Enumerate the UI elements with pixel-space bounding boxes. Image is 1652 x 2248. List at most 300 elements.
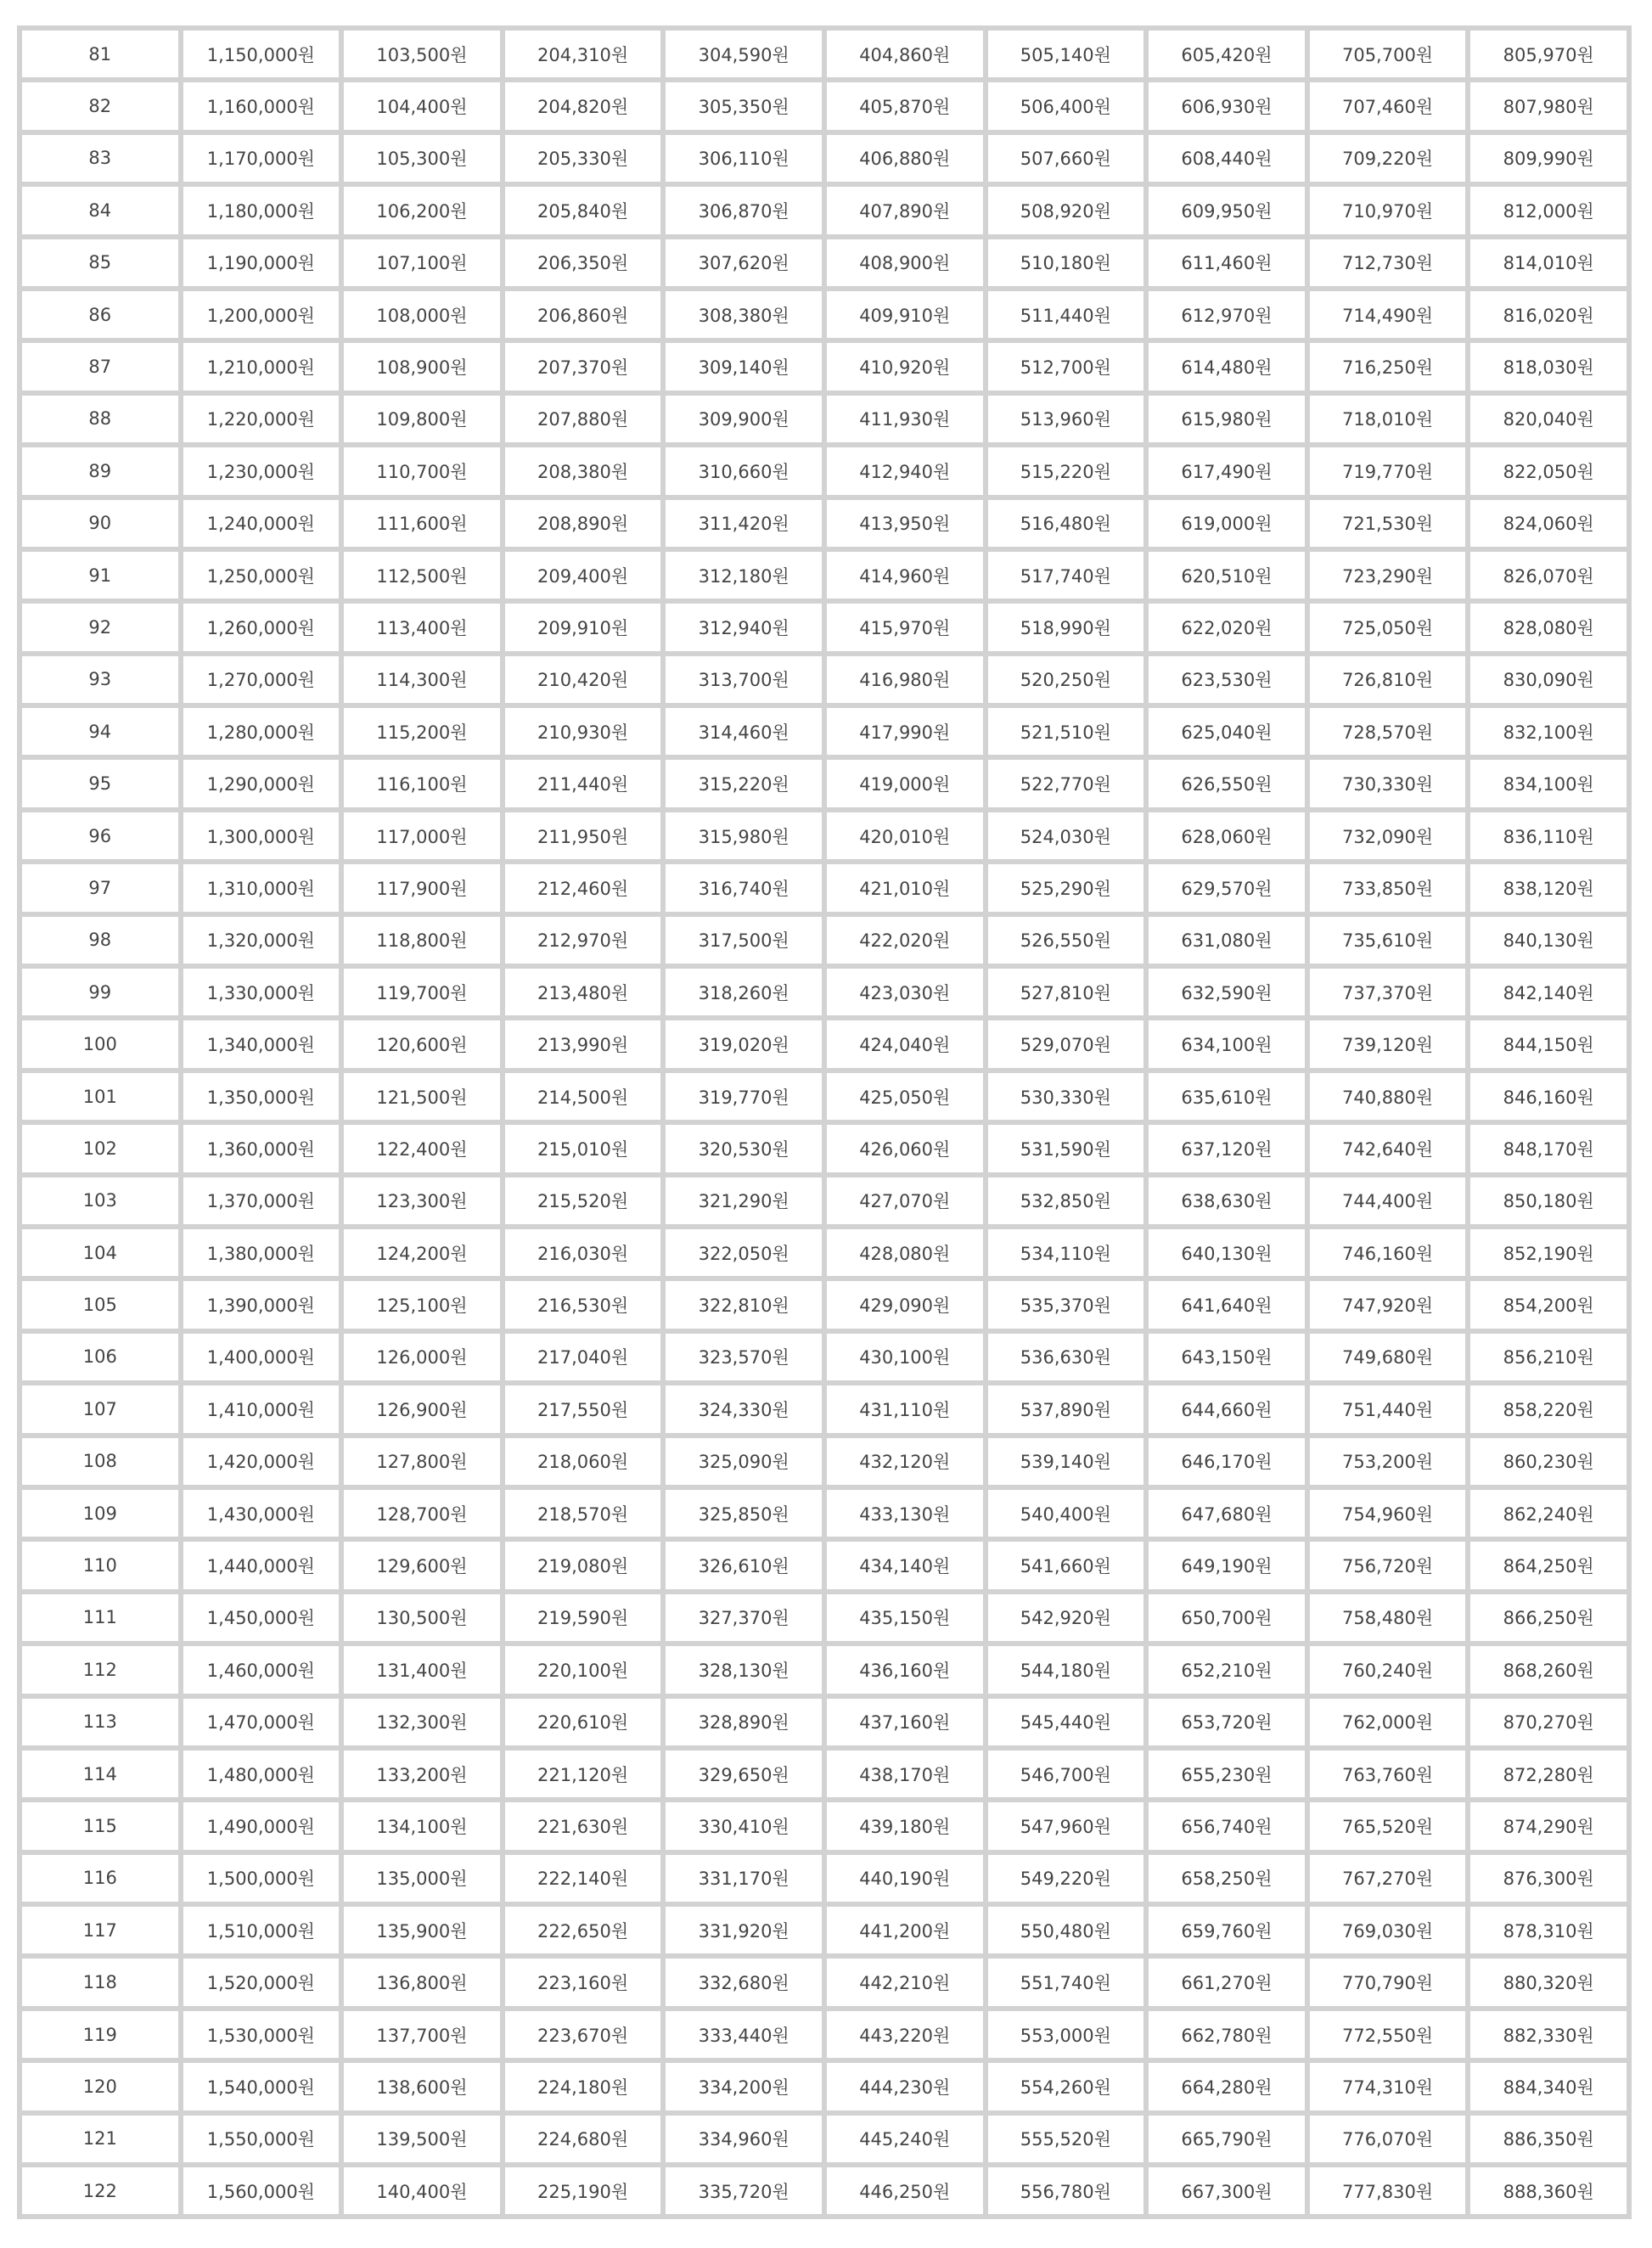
table-cell-base-amount: 1,180,000원 (183, 187, 340, 233)
table-cell-col-5: 535,370원 (988, 1281, 1144, 1328)
table-cell-col-4: 430,100원 (827, 1334, 983, 1380)
table-cell-col-3: 316,740원 (666, 864, 822, 911)
table-cell-col-4: 442,210원 (827, 1959, 983, 2005)
table-cell-row-number: 115 (22, 1802, 178, 1849)
table-cell-col-1: 120,600원 (344, 1020, 500, 1067)
table-cell-col-4: 431,110원 (827, 1385, 983, 1432)
table-cell-col-7: 776,070원 (1310, 2116, 1466, 2162)
table-cell-col-4: 416,980원 (827, 656, 983, 703)
table-cell-col-3: 325,850원 (666, 1490, 822, 1537)
table-cell-base-amount: 1,280,000원 (183, 708, 340, 755)
table-cell-col-3: 318,260원 (666, 969, 822, 1015)
table-cell-col-5: 507,660원 (988, 135, 1144, 182)
table-cell-col-5: 521,510원 (988, 708, 1144, 755)
table-cell-col-8: 884,340원 (1470, 2063, 1627, 2110)
table-cell-col-6: 606,930원 (1149, 82, 1305, 129)
table-cell-base-amount: 1,530,000원 (183, 2011, 340, 2058)
table-cell-base-amount: 1,260,000원 (183, 604, 340, 650)
table-cell-row-number: 107 (22, 1385, 178, 1432)
table-cell-col-8: 874,290원 (1470, 1802, 1627, 1849)
table-cell-base-amount: 1,400,000원 (183, 1334, 340, 1380)
table-cell-col-6: 626,550원 (1149, 760, 1305, 806)
table-cell-base-amount: 1,350,000원 (183, 1073, 340, 1120)
table-cell-col-3: 333,440원 (666, 2011, 822, 2058)
table-row (22, 2011, 1627, 2058)
table-cell-col-4: 420,010원 (827, 812, 983, 859)
table-row (22, 1073, 1627, 1120)
table-cell-col-3: 335,720원 (666, 2167, 822, 2214)
table-cell-col-7: 746,160원 (1310, 1229, 1466, 1276)
table-row (22, 708, 1627, 755)
table-row (22, 656, 1627, 703)
table-cell-col-7: 763,760원 (1310, 1751, 1466, 1797)
table-cell-col-7: 770,790원 (1310, 1959, 1466, 2005)
table-cell-col-7: 767,270원 (1310, 1855, 1466, 1902)
table-cell-col-2: 204,310원 (505, 31, 661, 77)
table-cell-col-4: 413,950원 (827, 500, 983, 547)
table-cell-col-2: 223,160원 (505, 1959, 661, 2005)
table-cell-col-7: 744,400원 (1310, 1177, 1466, 1224)
table-cell-base-amount: 1,210,000원 (183, 343, 340, 390)
table-cell-col-7: 707,460원 (1310, 82, 1466, 129)
table-row (22, 1699, 1627, 1745)
table-cell-col-2: 206,860원 (505, 291, 661, 338)
table-cell-col-1: 126,900원 (344, 1385, 500, 1432)
table-cell-col-8: 805,970원 (1470, 31, 1627, 77)
table-cell-row-number: 120 (22, 2063, 178, 2110)
table-cell-col-3: 322,050원 (666, 1229, 822, 1276)
table-cell-col-1: 103,500원 (344, 31, 500, 77)
table-cell-col-6: 659,760원 (1149, 1907, 1305, 1953)
table-cell-col-7: 735,610원 (1310, 917, 1466, 964)
table-cell-col-4: 438,170원 (827, 1751, 983, 1797)
table-cell-base-amount: 1,430,000원 (183, 1490, 340, 1537)
table-cell-col-6: 665,790원 (1149, 2116, 1305, 2162)
table-cell-col-1: 122,400원 (344, 1125, 500, 1172)
table-cell-col-2: 215,010원 (505, 1125, 661, 1172)
table-cell-col-4: 433,130원 (827, 1490, 983, 1537)
table-row (22, 135, 1627, 182)
table-cell-base-amount: 1,490,000원 (183, 1802, 340, 1849)
table-cell-col-5: 530,330원 (988, 1073, 1144, 1120)
table-cell-col-1: 105,300원 (344, 135, 500, 182)
table-cell-row-number: 93 (22, 656, 178, 703)
table-cell-col-3: 321,290원 (666, 1177, 822, 1224)
table-cell-col-5: 540,400원 (988, 1490, 1144, 1537)
table-cell-row-number: 110 (22, 1542, 178, 1588)
table-cell-col-3: 315,980원 (666, 812, 822, 859)
table-cell-col-6: 608,440원 (1149, 135, 1305, 182)
table-cell-row-number: 97 (22, 864, 178, 911)
table-cell-col-2: 206,350원 (505, 239, 661, 286)
table-cell-col-2: 209,910원 (505, 604, 661, 650)
table-row (22, 1802, 1627, 1849)
table-cell-col-8: 820,040원 (1470, 396, 1627, 442)
table-cell-col-7: 769,030원 (1310, 1907, 1466, 1953)
table-cell-col-4: 426,060원 (827, 1125, 983, 1172)
table-cell-col-5: 520,250원 (988, 656, 1144, 703)
table-cell-col-5: 554,260원 (988, 2063, 1144, 2110)
table-row (22, 500, 1627, 547)
table-cell-col-3: 324,330원 (666, 1385, 822, 1432)
table-cell-col-7: 777,830원 (1310, 2167, 1466, 2214)
table-cell-row-number: 84 (22, 187, 178, 233)
table-cell-col-8: 862,240원 (1470, 1490, 1627, 1537)
table-cell-col-7: 726,810원 (1310, 656, 1466, 703)
table-cell-col-5: 539,140원 (988, 1438, 1144, 1485)
table-cell-col-4: 440,190원 (827, 1855, 983, 1902)
table-cell-row-number: 103 (22, 1177, 178, 1224)
table-cell-col-8: 878,310원 (1470, 1907, 1627, 1953)
table-cell-col-5: 506,400원 (988, 82, 1144, 129)
table-cell-base-amount: 1,520,000원 (183, 1959, 340, 2005)
table-cell-col-8: 844,150원 (1470, 1020, 1627, 1067)
table-row (22, 343, 1627, 390)
table-cell-col-3: 309,140원 (666, 343, 822, 390)
table-row (22, 760, 1627, 806)
table-cell-row-number: 86 (22, 291, 178, 338)
table-cell-col-4: 427,070원 (827, 1177, 983, 1224)
table-cell-col-6: 647,680원 (1149, 1490, 1305, 1537)
table-cell-col-7: 754,960원 (1310, 1490, 1466, 1537)
table-cell-col-7: 728,570원 (1310, 708, 1466, 755)
table-cell-col-1: 135,000원 (344, 1855, 500, 1902)
table-row (22, 917, 1627, 964)
table-cell-col-4: 415,970원 (827, 604, 983, 650)
table-cell-col-8: 824,060원 (1470, 500, 1627, 547)
table-cell-col-2: 214,500원 (505, 1073, 661, 1120)
table-cell-col-3: 329,650원 (666, 1751, 822, 1797)
table-cell-col-6: 655,230원 (1149, 1751, 1305, 1797)
table-cell-col-6: 637,120원 (1149, 1125, 1305, 1172)
table-cell-col-7: 719,770원 (1310, 447, 1466, 494)
table-cell-col-6: 649,190원 (1149, 1542, 1305, 1588)
table-cell-col-6: 653,720원 (1149, 1699, 1305, 1745)
table-cell-col-1: 127,800원 (344, 1438, 500, 1485)
table-cell-col-8: 814,010원 (1470, 239, 1627, 286)
table-cell-base-amount: 1,540,000원 (183, 2063, 340, 2110)
table-cell-col-5: 542,920원 (988, 1594, 1144, 1641)
table-cell-col-6: 640,130원 (1149, 1229, 1305, 1276)
table-cell-col-2: 207,880원 (505, 396, 661, 442)
table-cell-col-6: 629,570원 (1149, 864, 1305, 911)
table-cell-col-4: 424,040원 (827, 1020, 983, 1067)
table-cell-col-7: 742,640원 (1310, 1125, 1466, 1172)
table-cell-col-2: 205,840원 (505, 187, 661, 233)
table-row (22, 2167, 1627, 2214)
table-cell-base-amount: 1,190,000원 (183, 239, 340, 286)
table-cell-col-5: 537,890원 (988, 1385, 1144, 1432)
table-cell-col-5: 516,480원 (988, 500, 1144, 547)
table-cell-row-number: 98 (22, 917, 178, 964)
table-cell-col-3: 327,370원 (666, 1594, 822, 1641)
table-cell-col-2: 212,970원 (505, 917, 661, 964)
table-cell-base-amount: 1,450,000원 (183, 1594, 340, 1641)
table-cell-base-amount: 1,500,000원 (183, 1855, 340, 1902)
table-cell-col-1: 134,100원 (344, 1802, 500, 1849)
table-cell-col-3: 314,460원 (666, 708, 822, 755)
table-row (22, 187, 1627, 233)
table-cell-col-6: 652,210원 (1149, 1646, 1305, 1693)
table-cell-base-amount: 1,410,000원 (183, 1385, 340, 1432)
table-cell-base-amount: 1,240,000원 (183, 500, 340, 547)
table-cell-col-5: 555,520원 (988, 2116, 1144, 2162)
table-cell-col-2: 208,380원 (505, 447, 661, 494)
table-cell-col-8: 858,220원 (1470, 1385, 1627, 1432)
table-cell-col-1: 138,600원 (344, 2063, 500, 2110)
table-cell-col-6: 628,060원 (1149, 812, 1305, 859)
table-cell-col-4: 445,240원 (827, 2116, 983, 2162)
table-cell-col-1: 115,200원 (344, 708, 500, 755)
table-cell-col-8: 809,990원 (1470, 135, 1627, 182)
table-cell-col-5: 513,960원 (988, 396, 1144, 442)
table-cell-col-3: 330,410원 (666, 1802, 822, 1849)
table-cell-col-2: 215,520원 (505, 1177, 661, 1224)
table-cell-col-2: 205,330원 (505, 135, 661, 182)
table-cell-col-8: 886,350원 (1470, 2116, 1627, 2162)
table-cell-base-amount: 1,250,000원 (183, 552, 340, 599)
table-cell-col-2: 209,400원 (505, 552, 661, 599)
table-cell-col-7: 714,490원 (1310, 291, 1466, 338)
table-cell-row-number: 119 (22, 2011, 178, 2058)
table-cell-col-2: 213,990원 (505, 1020, 661, 1067)
table-cell-row-number: 116 (22, 1855, 178, 1902)
table-cell-col-8: 872,280원 (1470, 1751, 1627, 1797)
table-cell-col-1: 119,700원 (344, 969, 500, 1015)
table-row (22, 1334, 1627, 1380)
table-cell-row-number: 91 (22, 552, 178, 599)
table-cell-col-7: 733,850원 (1310, 864, 1466, 911)
table-cell-col-5: 526,550원 (988, 917, 1144, 964)
table-cell-col-4: 409,910원 (827, 291, 983, 338)
table-cell-row-number: 81 (22, 31, 178, 77)
table-cell-col-2: 218,060원 (505, 1438, 661, 1485)
table-cell-base-amount: 1,440,000원 (183, 1542, 340, 1588)
table-cell-col-6: 611,460원 (1149, 239, 1305, 286)
table-cell-col-2: 223,670원 (505, 2011, 661, 2058)
table-cell-col-4: 432,120원 (827, 1438, 983, 1485)
table-cell-col-2: 220,610원 (505, 1699, 661, 1745)
table-cell-col-4: 423,030원 (827, 969, 983, 1015)
table-cell-col-6: 623,530원 (1149, 656, 1305, 703)
table-cell-col-8: 864,250원 (1470, 1542, 1627, 1588)
table-cell-col-1: 109,800원 (344, 396, 500, 442)
table-cell-base-amount: 1,230,000원 (183, 447, 340, 494)
table-cell-col-7: 737,370원 (1310, 969, 1466, 1015)
table-cell-col-1: 129,600원 (344, 1542, 500, 1588)
table-cell-col-1: 114,300원 (344, 656, 500, 703)
table-cell-col-4: 422,020원 (827, 917, 983, 964)
table-cell-col-2: 219,590원 (505, 1594, 661, 1641)
table-cell-col-6: 635,610원 (1149, 1073, 1305, 1120)
table-cell-col-8: 830,090원 (1470, 656, 1627, 703)
table-cell-col-3: 315,220원 (666, 760, 822, 806)
table-cell-row-number: 100 (22, 1020, 178, 1067)
table-cell-col-5: 536,630원 (988, 1334, 1144, 1380)
table-cell-base-amount: 1,150,000원 (183, 31, 340, 77)
table-cell-col-6: 622,020원 (1149, 604, 1305, 650)
table-cell-col-3: 326,610원 (666, 1542, 822, 1588)
table-cell-col-5: 511,440원 (988, 291, 1144, 338)
table-cell-row-number: 99 (22, 969, 178, 1015)
table-cell-col-5: 525,290원 (988, 864, 1144, 911)
table-cell-row-number: 109 (22, 1490, 178, 1537)
table-cell-col-2: 221,630원 (505, 1802, 661, 1849)
table-cell-col-8: 846,160원 (1470, 1073, 1627, 1120)
table-cell-col-7: 747,920원 (1310, 1281, 1466, 1328)
table-cell-row-number: 105 (22, 1281, 178, 1328)
table-cell-col-4: 429,090원 (827, 1281, 983, 1328)
table-cell-col-1: 131,400원 (344, 1646, 500, 1693)
table-cell-col-4: 436,160원 (827, 1646, 983, 1693)
table-cell-col-2: 212,460원 (505, 864, 661, 911)
table-cell-col-8: 852,190원 (1470, 1229, 1627, 1276)
table-cell-col-5: 551,740원 (988, 1959, 1144, 2005)
table-cell-col-7: 718,010원 (1310, 396, 1466, 442)
table-cell-col-7: 732,090원 (1310, 812, 1466, 859)
table-cell-base-amount: 1,460,000원 (183, 1646, 340, 1693)
table-cell-col-1: 139,500원 (344, 2116, 500, 2162)
table-cell-col-2: 211,440원 (505, 760, 661, 806)
table-cell-base-amount: 1,390,000원 (183, 1281, 340, 1328)
table-cell-row-number: 106 (22, 1334, 178, 1380)
table-cell-col-8: 812,000원 (1470, 187, 1627, 233)
table-row (22, 2116, 1627, 2162)
table-cell-col-4: 435,150원 (827, 1594, 983, 1641)
table-cell-col-8: 842,140원 (1470, 969, 1627, 1015)
table-cell-col-5: 508,920원 (988, 187, 1144, 233)
table-row (22, 239, 1627, 286)
table-cell-base-amount: 1,420,000원 (183, 1438, 340, 1485)
table-cell-col-4: 408,900원 (827, 239, 983, 286)
table-cell-row-number: 112 (22, 1646, 178, 1693)
table-row (22, 1855, 1627, 1902)
table-cell-col-7: 758,480원 (1310, 1594, 1466, 1641)
table-cell-col-6: 638,630원 (1149, 1177, 1305, 1224)
table-cell-col-7: 765,520원 (1310, 1802, 1466, 1849)
table-cell-col-5: 550,480원 (988, 1907, 1144, 1953)
table-row (22, 1229, 1627, 1276)
table-cell-col-6: 632,590원 (1149, 969, 1305, 1015)
table-cell-col-3: 332,680원 (666, 1959, 822, 2005)
table-cell-base-amount: 1,360,000원 (183, 1125, 340, 1172)
table-cell-col-1: 132,300원 (344, 1699, 500, 1745)
table-row (22, 291, 1627, 338)
table-cell-base-amount: 1,330,000원 (183, 969, 340, 1015)
table-cell-col-1: 137,700원 (344, 2011, 500, 2058)
table-cell-col-3: 331,170원 (666, 1855, 822, 1902)
table-cell-col-3: 306,870원 (666, 187, 822, 233)
table-cell-col-1: 117,900원 (344, 864, 500, 911)
table-cell-col-1: 118,800원 (344, 917, 500, 964)
table-cell-col-8: 832,100원 (1470, 708, 1627, 755)
table-cell-col-6: 615,980원 (1149, 396, 1305, 442)
table-cell-col-6: 643,150원 (1149, 1334, 1305, 1380)
table-cell-col-3: 328,130원 (666, 1646, 822, 1693)
table-cell-col-6: 620,510원 (1149, 552, 1305, 599)
table-cell-col-6: 631,080원 (1149, 917, 1305, 964)
table-cell-col-2: 222,140원 (505, 1855, 661, 1902)
table-cell-col-6: 617,490원 (1149, 447, 1305, 494)
table-cell-col-6: 664,280원 (1149, 2063, 1305, 2110)
table-cell-col-2: 220,100원 (505, 1646, 661, 1693)
table-cell-col-3: 312,180원 (666, 552, 822, 599)
table-cell-row-number: 83 (22, 135, 178, 182)
table-cell-col-1: 135,900원 (344, 1907, 500, 1953)
table-cell-row-number: 114 (22, 1751, 178, 1797)
table-cell-row-number: 104 (22, 1229, 178, 1276)
table-row (22, 812, 1627, 859)
table-cell-col-5: 517,740원 (988, 552, 1144, 599)
table-cell-col-8: 850,180원 (1470, 1177, 1627, 1224)
table-cell-col-5: 522,770원 (988, 760, 1144, 806)
table-cell-col-7: 712,730원 (1310, 239, 1466, 286)
table-cell-base-amount: 1,340,000원 (183, 1020, 340, 1067)
table-cell-col-7: 721,530원 (1310, 500, 1466, 547)
table-cell-col-3: 323,570원 (666, 1334, 822, 1380)
table-cell-col-3: 309,900원 (666, 396, 822, 442)
table-row (22, 2063, 1627, 2110)
table-cell-col-6: 614,480원 (1149, 343, 1305, 390)
table-cell-base-amount: 1,220,000원 (183, 396, 340, 442)
table-cell-col-2: 211,950원 (505, 812, 661, 859)
table-cell-col-4: 412,940원 (827, 447, 983, 494)
table-cell-col-5: 524,030원 (988, 812, 1144, 859)
table-cell-col-2: 216,030원 (505, 1229, 661, 1276)
table-row (22, 864, 1627, 911)
table-cell-col-1: 121,500원 (344, 1073, 500, 1120)
table-cell-col-1: 113,400원 (344, 604, 500, 650)
table-cell-col-6: 662,780원 (1149, 2011, 1305, 2058)
table-row (22, 1907, 1627, 1953)
table-row (22, 1438, 1627, 1485)
table-cell-col-7: 716,250원 (1310, 343, 1466, 390)
table-cell-col-8: 868,260원 (1470, 1646, 1627, 1693)
table-cell-col-4: 441,200원 (827, 1907, 983, 1953)
table-cell-col-1: 110,700원 (344, 447, 500, 494)
table-cell-base-amount: 1,300,000원 (183, 812, 340, 859)
table-cell-col-6: 609,950원 (1149, 187, 1305, 233)
table-cell-col-4: 439,180원 (827, 1802, 983, 1849)
table-cell-col-8: 807,980원 (1470, 82, 1627, 129)
table-cell-col-5: 505,140원 (988, 31, 1144, 77)
table-row (22, 1177, 1627, 1224)
table-cell-col-3: 308,380원 (666, 291, 822, 338)
table-cell-col-1: 108,900원 (344, 343, 500, 390)
table-cell-row-number: 122 (22, 2167, 178, 2214)
table-cell-col-7: 730,330원 (1310, 760, 1466, 806)
table-cell-col-7: 740,880원 (1310, 1073, 1466, 1120)
table-cell-col-6: 625,040원 (1149, 708, 1305, 755)
table-cell-col-3: 325,090원 (666, 1438, 822, 1485)
table-cell-col-8: 882,330원 (1470, 2011, 1627, 2058)
table-cell-col-2: 204,820원 (505, 82, 661, 129)
table-cell-col-7: 751,440원 (1310, 1385, 1466, 1432)
table-cell-row-number: 111 (22, 1594, 178, 1641)
table-cell-col-5: 534,110원 (988, 1229, 1144, 1276)
table-cell-col-8: 828,080원 (1470, 604, 1627, 650)
table-cell-col-6: 658,250원 (1149, 1855, 1305, 1902)
table-cell-col-2: 224,180원 (505, 2063, 661, 2110)
table-row (22, 969, 1627, 1015)
table-cell-col-5: 547,960원 (988, 1802, 1144, 1849)
table-cell-col-2: 217,550원 (505, 1385, 661, 1432)
table-cell-col-6: 605,420원 (1149, 31, 1305, 77)
table-cell-row-number: 117 (22, 1907, 178, 1953)
table-cell-row-number: 85 (22, 239, 178, 286)
table-cell-col-7: 739,120원 (1310, 1020, 1466, 1067)
table-cell-col-1: 124,200원 (344, 1229, 500, 1276)
